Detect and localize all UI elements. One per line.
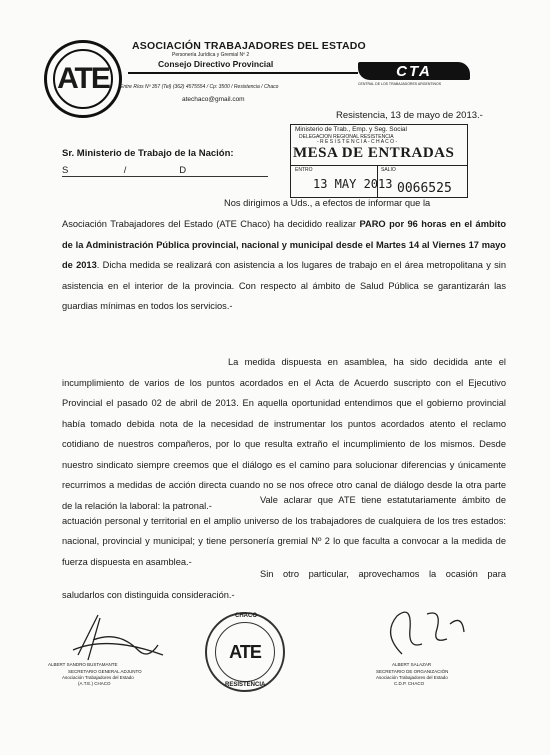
- letter-date: Resistencia, 13 de mayo de 2013.-: [336, 110, 483, 121]
- org-email: atechaco@gmail.com: [182, 96, 245, 103]
- paragraph-3: [62, 490, 506, 572]
- stamp-number: 0066525: [397, 181, 452, 196]
- paragraph-1-end: . Dicha medida se realizará con asistencia a los lugares de trabajo en el área metropolitana y sin asistencia en el interior de la provincia. Con respecto al ámbito de Salud Pública se garantizarán las guardias mínimas en todos los servicios.-: [62, 260, 506, 311]
- salutation: Nos dirigimos a Uds., a efectos de informar que la: [224, 198, 431, 208]
- signature-left-name: ALBERT SANDRO BUSTAMANTE: [48, 662, 118, 667]
- stamp-title: MESA DE ENTRADAS: [293, 145, 455, 161]
- signature-right-scribble: [372, 604, 492, 664]
- paragraph-1: [62, 214, 506, 317]
- org-name: ASOCIACIÓN TRABAJADORES DEL ESTADO: [132, 40, 366, 52]
- paragraph-3-text: Vale aclarar que ATE tiene estatutariamente ámbito de actuación personal y territorial en el amplio universo de los trabajadores de cualquiera de los tres estados: nacional, provincial y municipal; y tiene personería gremial Nº 2 lo que faculta a convocar a la medida de fuerza dispuesta en asamblea.-: [62, 495, 506, 567]
- stamp-entry-label: ENTRO: [295, 167, 313, 173]
- signature-left-role1: SECRETARIO GENERAL ADJUNTO: [68, 669, 142, 674]
- union-seal: [205, 612, 285, 692]
- signature-left-scribble: [48, 610, 168, 670]
- header-divider: [128, 72, 358, 74]
- signature-right-role1: SECRETARIO DE ORGANIZACIÓN: [376, 669, 449, 674]
- signature-left-role2: Asociación Trabajadores del Estado: [62, 675, 134, 680]
- ate-logo-text: ATE: [53, 49, 113, 109]
- stamp-entry-date: 13 MAY 2013: [313, 177, 393, 191]
- stamp-ministry: Ministerio de Trab., Emp. y Seg. Social: [295, 126, 407, 133]
- paragraph-2-text: La medida dispuesta en asamblea, ha sido decidida ante el incumplimiento de varios de los puntos acordados en el Acta de Acuerdo suscripto con el Ejecutivo Provincial el pasado 02 de abril de 2013. En aquella oportunidad entendimos que el gobierno provincial había tomado debida nota de la necesidad de instrumentar los puntos acordados atento el reclamo cotidiano de nuestros compañeros, por lo que resulta extraño el incumplimiento de los mismos. Desde nuestro sindicato siempre creemos que el diálogo es el camino para solucionar diferencias y únicamente recurrimos a medidas de acción directa cuando no se nos ofrece otro canal de diálogo desde la otra parte de la relación la laboral: la patronal.-: [62, 357, 506, 511]
- seal-top-text: CHACO: [235, 613, 257, 619]
- paragraph-1-bold: PARO por 96 horas en el ámbito de la Administración Pública provincial, nacional y municipal desde el Martes 14 al Viernes 17 mayo de 2013: [62, 219, 506, 270]
- signature-left-role3: (A.T.E.) CHACO: [78, 681, 111, 686]
- recipient-sd: S / D: [62, 165, 187, 176]
- signature-right-name: ALBERT SALAZAR: [392, 662, 432, 667]
- recipient-underline: [62, 176, 268, 177]
- signature-right-role3: C.D.P. CHACO: [394, 681, 425, 686]
- cta-logo-subtitle: CENTRAL DE LOS TRABAJADORES ARGENTINOS: [358, 82, 442, 86]
- recipient-line: Sr. Ministerio de Trabajo de la Nación:: [62, 148, 234, 159]
- org-council: Consejo Directivo Provincial: [158, 59, 274, 69]
- signature-left: [48, 610, 168, 690]
- signature-right-role2: Asociación Trabajadores del Estado: [376, 675, 448, 680]
- signature-right: [372, 604, 492, 684]
- seal-center-text: ATE: [215, 622, 275, 682]
- org-legal: Personería Jurídica y Gremial Nº 2: [172, 52, 250, 58]
- reception-stamp: [290, 124, 468, 198]
- stamp-delegation: DELEGACION REGIONAL RESISTENCIA: [299, 134, 394, 140]
- paragraph-1-start: Asociación Trabajadores del Estado (ATE Chaco) ha decidido realizar: [62, 219, 360, 229]
- seal-bottom-text: RESISTENCIA: [225, 682, 266, 688]
- stamp-exit-label: SALIO: [381, 167, 396, 173]
- closing: [62, 564, 506, 605]
- ate-logo: [44, 40, 122, 118]
- stamp-divider: [291, 165, 467, 166]
- org-address: Entre Ríos Nº 357 (Tel) (362) 4575554 / Cp: 3500 / Resistencia / Chaco: [120, 84, 279, 90]
- cta-logo: CTA: [358, 62, 470, 80]
- stamp-city: - R E S I S T E N C I A - C H A C O -: [317, 139, 398, 145]
- closing-text: Sin otro particular, aprovechamos la ocasión para saludarlos con distinguida consideración.-: [62, 569, 506, 600]
